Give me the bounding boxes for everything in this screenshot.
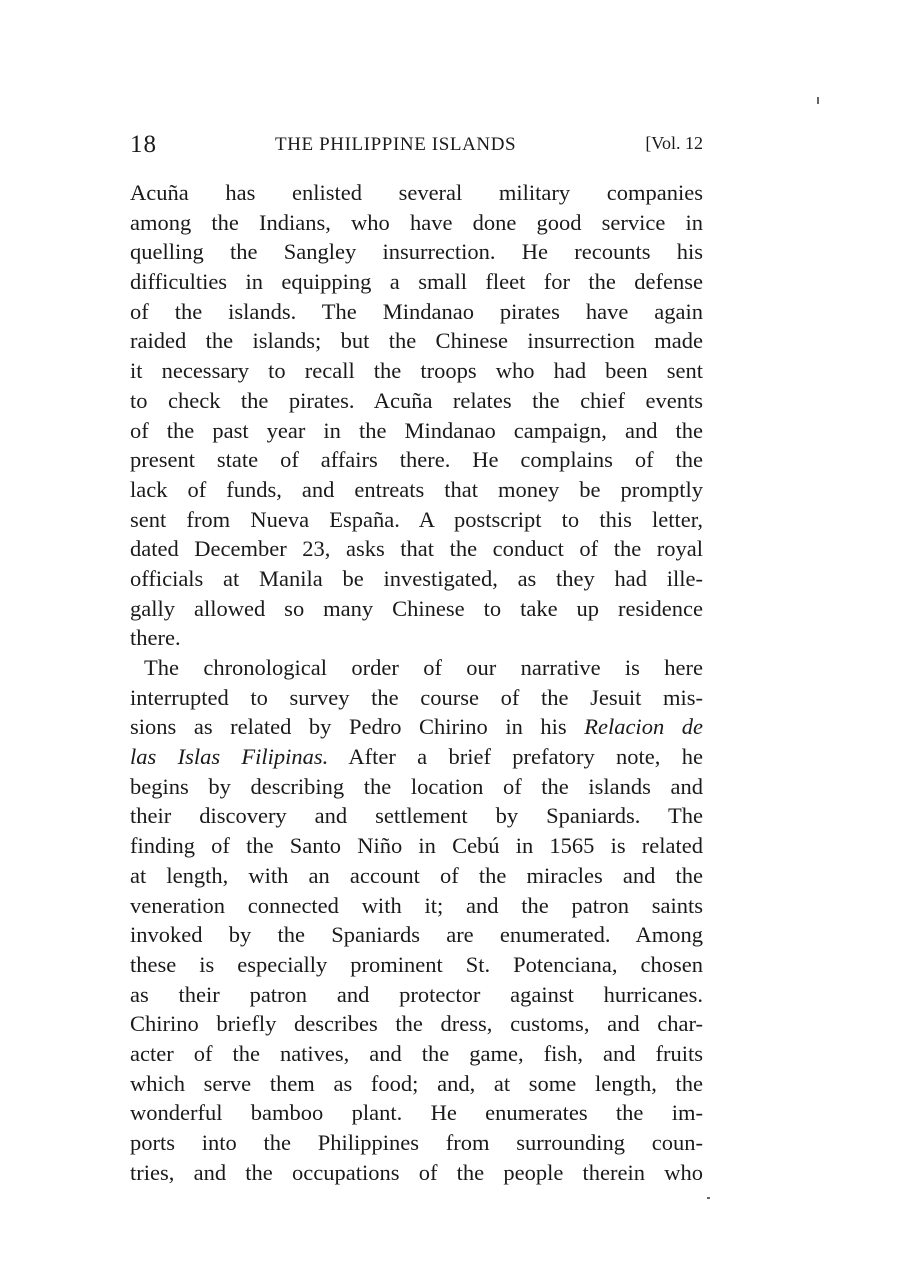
- body-text: [130, 178, 703, 1187]
- text-segment: sions as related by Pedro Chirino in his: [130, 714, 585, 740]
- paragraph: [130, 653, 703, 1187]
- text-line: wonderful bamboo plant. He enumerates the im-: [130, 1100, 703, 1126]
- text-line: ports into the Philippines from surrounding coun-: [130, 1130, 703, 1155]
- text-line: Chirino briefly describes the dress, customs, and char-: [130, 1011, 703, 1037]
- volume-label: [Vol. 12: [645, 133, 703, 153]
- text-line: interrupted to survey the course of the Jesuit mis-: [130, 684, 703, 710]
- text-line: to check the pirates. Acuña relates the chief events: [130, 387, 703, 413]
- text-line: among the Indians, who have done good service in: [130, 209, 703, 235]
- text-line: [130, 742, 703, 772]
- text-line: acter of the natives, and the game, fish, and fruits: [130, 1040, 703, 1066]
- text-line: of the past year in the Mindanao campaign, and the: [130, 417, 703, 443]
- text-line: The chronological order of our narrative is here: [144, 655, 703, 680]
- text-line: officials at Manila be investigated, as they had ille-: [130, 565, 703, 591]
- text-line: at length, with an account of the miracles and the: [130, 862, 703, 888]
- text-line: lack of funds, and entreats that money be promptly: [130, 476, 703, 502]
- text-line: as their patron and protector against hurricanes.: [130, 981, 703, 1007]
- text-line: it necessary to recall the troops who had been sent: [130, 358, 703, 384]
- text-line: begins by describing the location of the islands and: [130, 773, 703, 799]
- text-line: difficulties in equipping a small fleet for the defense: [130, 269, 703, 295]
- text-line: sent from Nueva España. A postscript to this letter,: [130, 506, 703, 532]
- text-line: dated December 23, asks that the conduct of the royal: [130, 536, 703, 562]
- text-line: Acuña has enlisted several military companies: [130, 180, 703, 205]
- text-line: their discovery and settlement by Spaniards. The: [130, 803, 703, 829]
- text-line: of the islands. The Mindanao pirates have again: [130, 298, 703, 324]
- book-title-italic: las Islas Filipinas.: [130, 744, 329, 770]
- page-header: [130, 131, 703, 161]
- text-line: quelling the Sangley insurrection. He recounts his: [130, 239, 703, 265]
- text-line: there.: [130, 625, 181, 651]
- paragraph: [130, 178, 703, 653]
- text-segment: After a brief prefatory note, he: [328, 744, 703, 770]
- text-line: gally allowed so many Chinese to take up residence: [130, 595, 703, 621]
- text-line: which serve them as food; and, at some length, the: [130, 1070, 703, 1096]
- scan-speck: [707, 1197, 710, 1199]
- text-line: these is especially prominent St. Potenciana, chosen: [130, 951, 703, 977]
- book-title-italic: Relacion de: [584, 714, 703, 740]
- text-line: veneration connected with it; and the patron saints: [130, 892, 703, 918]
- text-line: raided the islands; but the Chinese insurrection made: [130, 328, 703, 354]
- text-line: present state of affairs there. He complains of the: [130, 447, 703, 473]
- text-line: invoked by the Spaniards are enumerated. Among: [130, 922, 703, 948]
- running-title: THE PHILIPPINE ISLANDS: [275, 134, 517, 155]
- text-line: tries, and the occupations of the people therein who: [130, 1159, 703, 1185]
- scan-speck: [817, 97, 819, 104]
- page-number: 18: [130, 131, 157, 158]
- text-line: [130, 712, 703, 742]
- text-line: finding of the Santo Niño in Cebú in 1565 is related: [130, 833, 703, 859]
